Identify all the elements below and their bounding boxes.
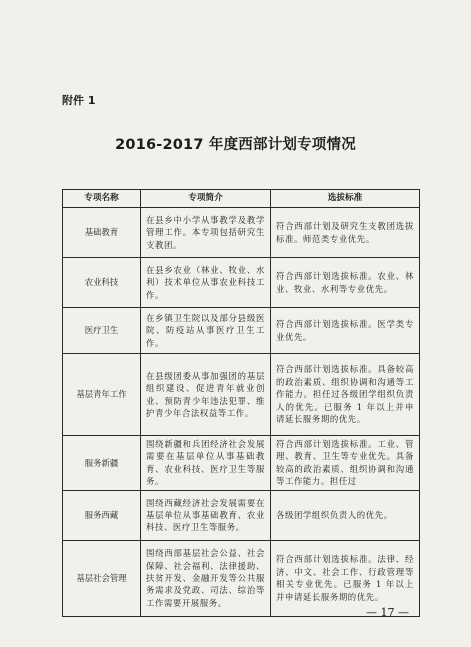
program-intro: 在县乡农业（林业、牧业、水利）技术单位从事农业科技工作。 <box>141 258 271 308</box>
selection-criteria: 符合西部计划选拔标准。医学类专业优先。 <box>271 308 420 354</box>
table-row <box>63 436 420 491</box>
program-intro: 围绕西藏经济社会发展需要在基层单位从事基础教育、农业科技、医疗卫生等服务。 <box>141 490 271 540</box>
program-name: 基层社会管理 <box>63 540 141 616</box>
page-number: — 17 — <box>366 606 409 619</box>
table-row <box>63 208 420 258</box>
selection-criteria: 符合西部计划及研究生支教团选拔标准。师范类专业优先。 <box>271 208 420 258</box>
program-intro: 在乡镇卫生院以及部分县级医院、防疫站从事医疗卫生工作。 <box>141 308 271 354</box>
selection-criteria: 各级团学组织负责人的优先。 <box>271 490 420 540</box>
page-title: 2016-2017 年度西部计划专项情况 <box>115 137 356 153</box>
table-header-row <box>63 190 420 208</box>
selection-criteria: 符合西部计划选拔标准。工业、管理、教育、卫生等专业优先。具备较高的政治素质、组织协调和沟通等工作能力。担任过 <box>271 436 420 491</box>
table-row <box>63 258 420 308</box>
program-intro: 在县乡中小学从事教学及教学管理工作。本专项包括研究生支教团。 <box>141 208 271 258</box>
program-intro: 围绕西部基层社会公益、社会保障、社会福利、法律援助、扶贫开发、金融开发等公共服务需求及党政、司法、综治等工作需要开展服务。 <box>141 540 271 616</box>
program-intro: 围绕新疆和兵团经济社会发展需要在基层单位从事基础教育、农业科技、医疗卫生等服务。 <box>141 436 271 491</box>
table-row <box>63 354 420 436</box>
program-table <box>62 189 420 617</box>
selection-criteria: 符合西部计划选拔标准。具备较高的政治素质、组织协调和沟通等工作能力。担任过各级团学组织负责人的优先。已服务 1 年以上并申请延长服务期的优先。 <box>271 354 420 436</box>
table-row <box>63 308 420 354</box>
attachment-label: 附件 1 <box>62 94 96 107</box>
header-program-name: 专项名称 <box>63 190 141 208</box>
program-name: 服务新疆 <box>63 436 141 491</box>
program-intro: 在县级团委从事加强团的基层组织建设、促进青年就业创业、预防青少年违法犯罪、维护青少年合法权益等工作。 <box>141 354 271 436</box>
selection-criteria: 符合西部计划选拔标准。法律、经济、中文、社会工作、行政管理等相关专业优先。已服务 1 年以上并申请延长服务期的优先。 <box>271 540 420 616</box>
program-name: 基础教育 <box>63 208 141 258</box>
program-name: 医疗卫生 <box>63 308 141 354</box>
table-row <box>63 540 420 616</box>
program-name: 服务西藏 <box>63 490 141 540</box>
program-name: 基层青年工作 <box>63 354 141 436</box>
selection-criteria: 符合西部计划选拔标准。农业、林业、牧业、水利等专业优先。 <box>271 258 420 308</box>
header-program-intro: 专项简介 <box>141 190 271 208</box>
header-selection-criteria: 选拔标准 <box>271 190 420 208</box>
program-name: 农业科技 <box>63 258 141 308</box>
table-row <box>63 490 420 540</box>
